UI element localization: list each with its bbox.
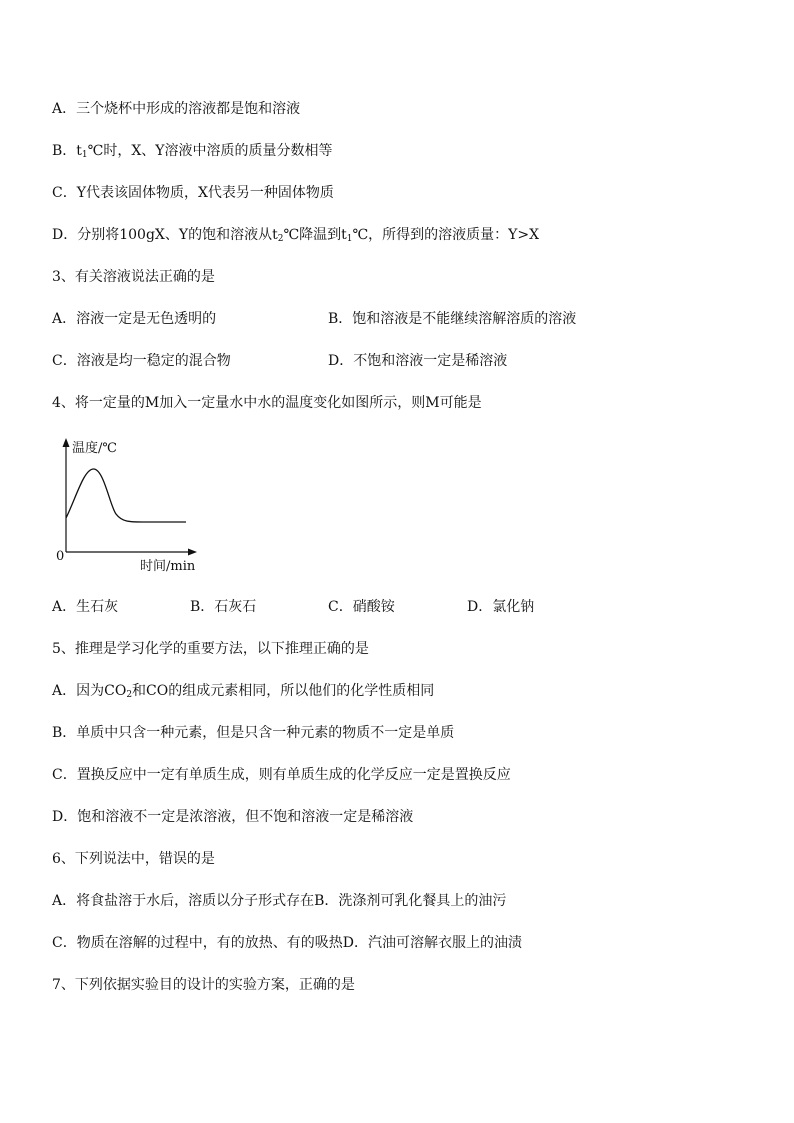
q6-stem: 6、下列说法中，错误的是 <box>52 851 215 867</box>
q4-option-c: C．硝酸铵 <box>328 599 395 615</box>
y-axis-label: 温度/℃ <box>72 441 117 456</box>
q5-option-a-sub: 2 <box>126 690 133 700</box>
q6-option-b: B．洗涤剂可乳化餐具上的油污 <box>314 893 507 909</box>
q5-option-a-pre: A．因为CO <box>52 683 127 699</box>
q4-stem: 4、将一定量的M加入一定量水中水的温度变化如图所示，则M可能是 <box>52 395 482 411</box>
q2-option-a: A．三个烧杯中形成的溶液都是饱和溶液 <box>52 101 301 117</box>
origin-label: 0 <box>56 549 65 564</box>
q3-option-d: D．不饱和溶液一定是稀溶液 <box>328 353 508 369</box>
x-axis-arrow <box>188 549 197 556</box>
q5-option-a-post: 和CO的组成元素相同，所以他们的化学性质相同 <box>132 683 435 699</box>
q6-row-1 <box>52 892 506 910</box>
q5-option-c: C．置换反应中一定有单质生成，则有单质生成的化学反应一定是置换反应 <box>52 767 511 783</box>
q2-option-b-sub: 1 <box>81 150 88 160</box>
q2-option-b-post: ℃时，X、Y溶液中溶质的质量分数相等 <box>87 143 333 159</box>
q3-option-a: A．溶液一定是无色透明的 <box>52 311 217 327</box>
q4-option-d: D．氯化钠 <box>467 599 535 615</box>
q6-row-2 <box>52 934 522 952</box>
q2-option-d-post: ℃，所得到的溶液质量：Y>X <box>352 227 540 243</box>
q2-option-d-sub2: 1 <box>346 234 353 244</box>
x-axis-label: 时间/min <box>140 559 196 574</box>
q3-stem: 3、有关溶液说法正确的是 <box>52 269 215 285</box>
q3-option-b: B．饱和溶液是不能继续溶解溶质的溶液 <box>328 311 577 327</box>
q5-option-a <box>52 682 434 700</box>
q6-option-c: C．物质在溶解的过程中，有的放热、有的吸热 <box>52 935 343 951</box>
y-axis-arrow <box>63 438 70 447</box>
q2-option-b <box>52 142 333 160</box>
q2-option-d-sub1: 2 <box>277 234 284 244</box>
temperature-curve <box>66 469 186 522</box>
q5-option-d: D．饱和溶液不一定是浓溶液，但不饱和溶液一定是稀溶液 <box>52 809 414 825</box>
q5-stem: 5、推理是学习化学的重要方法，以下推理正确的是 <box>52 641 369 657</box>
q2-option-d-mid: ℃降温到t <box>283 227 347 243</box>
q7-stem: 7、下列依据实验目的设计的实验方案，正确的是 <box>52 977 355 993</box>
q6-option-a: A．将食盐溶于水后，溶质以分子形式存在 <box>52 893 315 909</box>
q2-option-d-pre: D．分别将100gX、Y的饱和溶液从t <box>52 227 278 243</box>
q2-option-d <box>52 226 539 244</box>
q2-option-c: C．Y代表该固体物质，X代表另一种固体物质 <box>52 185 334 201</box>
q3-option-c: C．溶液是均一稳定的混合物 <box>52 353 231 369</box>
q6-option-d: D．汽油可溶解衣服上的油渍 <box>342 935 522 951</box>
q5-option-b: B．单质中只含一种元素，但是只含一种元素的物质不一定是单质 <box>52 725 455 741</box>
temperature-graph <box>50 436 210 576</box>
q2-option-b-pre: B．t <box>52 143 82 159</box>
q4-option-a: A．生石灰 <box>52 599 119 615</box>
q4-option-b: B．石灰石 <box>190 599 257 615</box>
